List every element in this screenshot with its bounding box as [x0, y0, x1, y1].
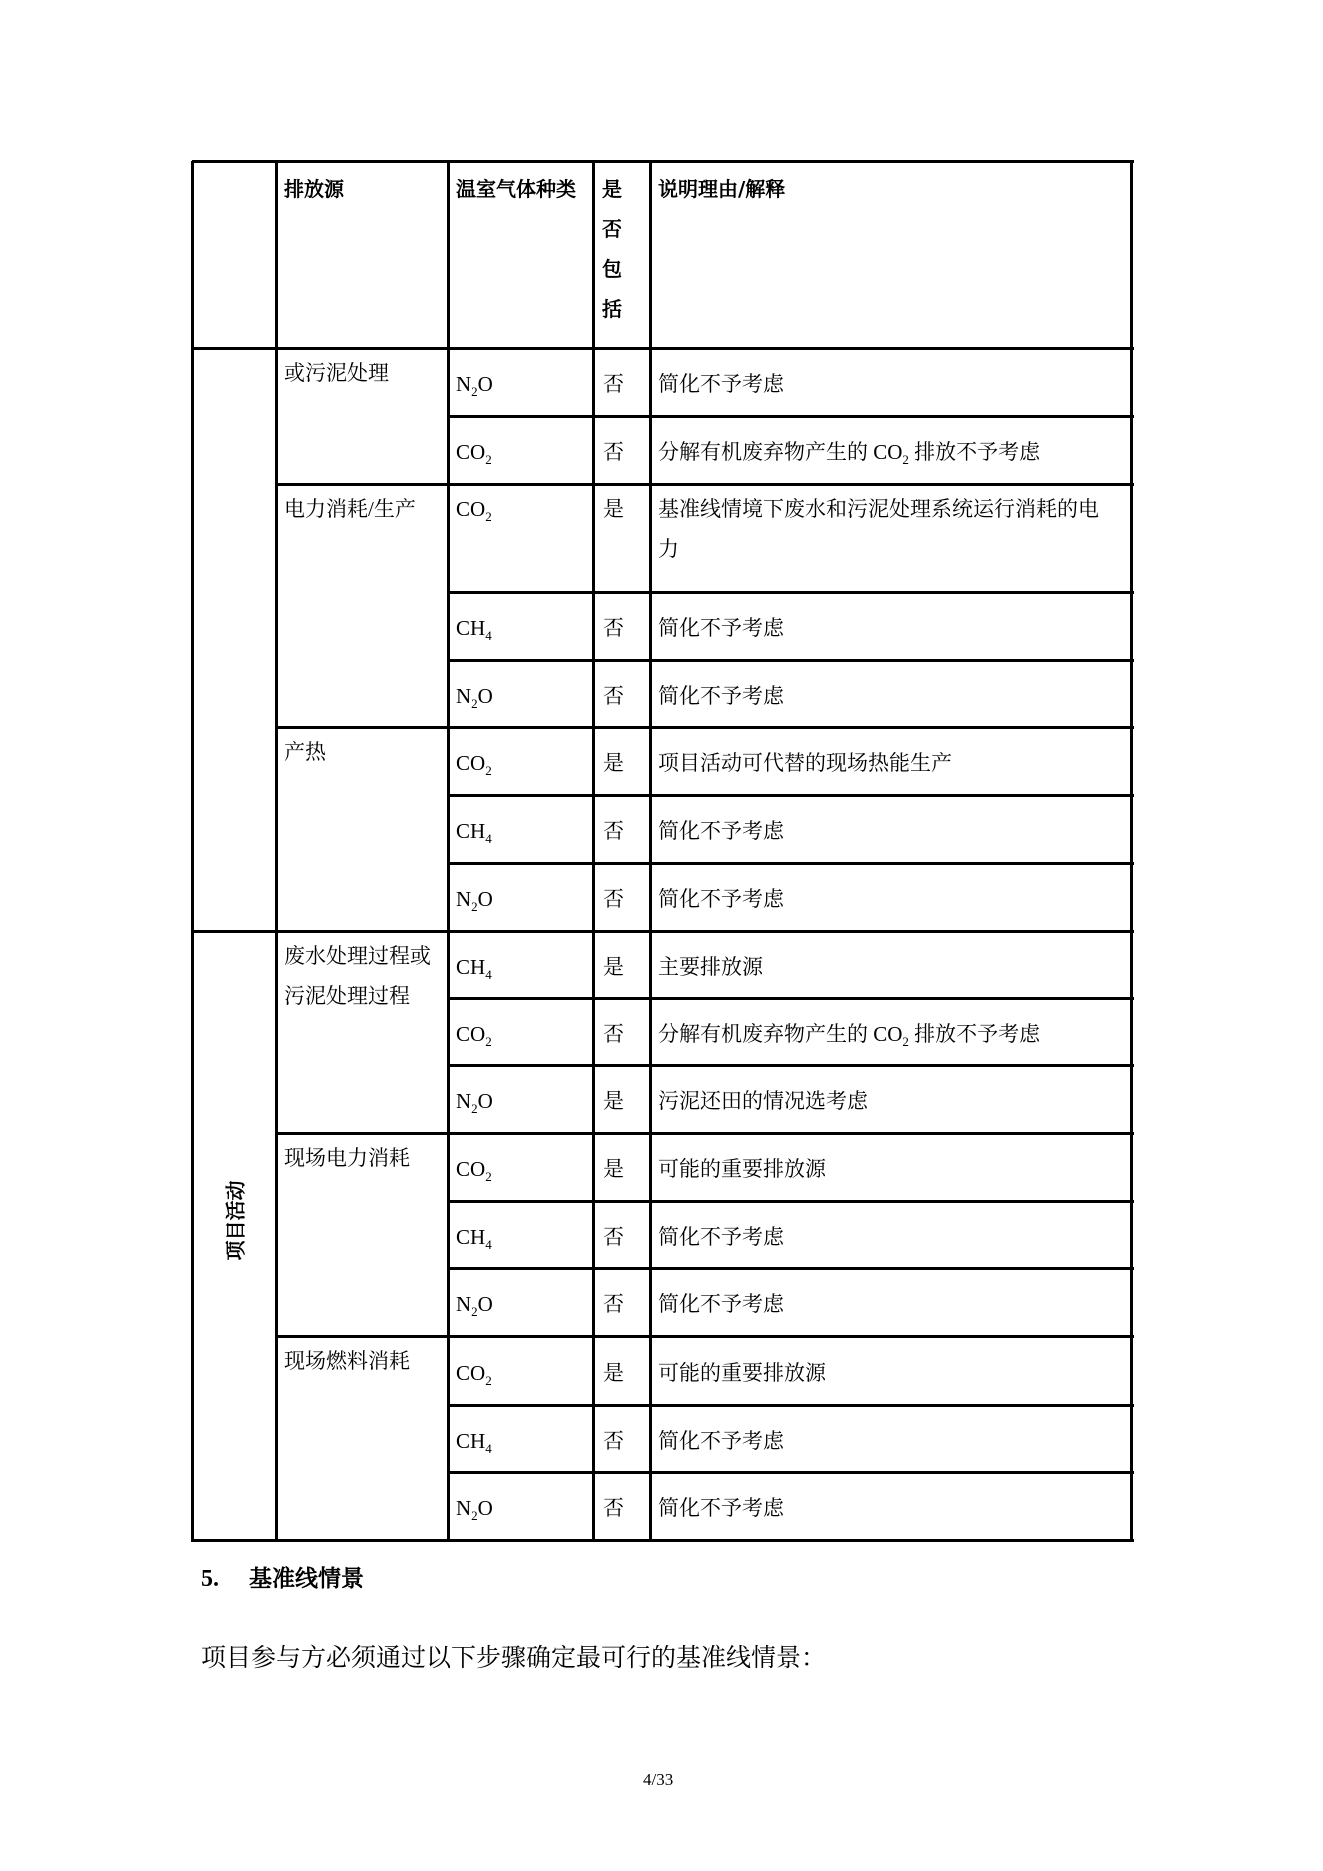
section-label: 项目活动 — [223, 1180, 248, 1261]
included-flag: 否 — [603, 440, 624, 464]
included-flag: 是 — [603, 1360, 624, 1385]
gas-type: $CO_2$ — [456, 1360, 492, 1388]
gas-type: $N_2O$ — [456, 1292, 493, 1319]
included-flag: 否 — [603, 1496, 624, 1520]
included-flag: 否 — [603, 1224, 624, 1249]
emission-source: 现场电力消耗 — [284, 1146, 410, 1170]
table-rule — [448, 794, 1134, 797]
included-flag: 否 — [603, 1292, 624, 1316]
reason-text: 项目活动可代替的现场热能生产 — [658, 751, 952, 775]
table-rule — [276, 483, 1134, 486]
gas-type: $CH_4$ — [456, 1428, 492, 1456]
section-title: 基准线情景 — [249, 1566, 364, 1592]
gas-type: $CO_2$ — [456, 497, 492, 524]
header-included: 是否包括 — [602, 177, 622, 321]
table-rule — [192, 1539, 1134, 1542]
reason-text: 简化不予考虑 — [658, 372, 784, 396]
reason-text: 简化不予考虑 — [658, 819, 784, 843]
table-rule — [192, 930, 1134, 933]
reason-text: 基准线情境下废水和污泥处理系统运行消耗的电力 — [658, 497, 1099, 561]
emission-source: 现场燃料消耗 — [284, 1349, 410, 1373]
reason-text: 主要排放源 — [658, 954, 763, 979]
table-rule — [191, 161, 194, 1542]
reason-text: 简化不予考虑 — [658, 616, 784, 640]
emission-source: 废水处理过程或污泥处理过程 — [284, 944, 431, 1008]
emission-source: 或污泥处理 — [284, 361, 389, 385]
gas-type: $CH_4$ — [456, 616, 492, 643]
included-flag: 否 — [603, 1021, 624, 1046]
table-rule — [448, 1471, 1134, 1474]
gas-type: $N_2O$ — [456, 683, 493, 711]
reason-text: 分解有机废弃物产生的 $CO_2$ 排放不予考虑 — [658, 1021, 1041, 1049]
table-rule — [276, 726, 1134, 729]
table-rule — [448, 1404, 1134, 1407]
included-flag: 否 — [603, 683, 624, 708]
table-rule — [276, 1335, 1134, 1338]
included-flag: 否 — [603, 616, 624, 640]
gas-type: $CO_2$ — [456, 1021, 492, 1049]
gas-type: $CO_2$ — [456, 751, 492, 778]
included-flag: 是 — [603, 1157, 624, 1181]
gas-type: $CH_4$ — [456, 1224, 492, 1252]
gas-type: $CH_4$ — [456, 954, 492, 982]
reason-text: 简化不予考虑 — [658, 1292, 784, 1316]
section-number: 5. — [201, 1566, 219, 1592]
table-rule — [448, 862, 1134, 865]
header-reason: 说明理由/解释 — [658, 177, 786, 201]
header-gas-type: 温室气体种类 — [456, 177, 576, 201]
table-rule — [448, 591, 1134, 594]
table-rule — [192, 160, 1134, 163]
reason-text: 可能的重要排放源 — [658, 1360, 826, 1385]
section-heading — [201, 1560, 364, 1593]
included-flag: 否 — [603, 1428, 624, 1453]
reason-text: 简化不予考虑 — [658, 887, 784, 911]
gas-type: $N_2O$ — [456, 887, 493, 914]
included-flag: 是 — [603, 954, 624, 979]
table-rule — [448, 1267, 1134, 1270]
reason-text: 简化不予考虑 — [658, 683, 784, 708]
table-rule — [448, 415, 1134, 418]
table-rule — [448, 1200, 1134, 1203]
gas-type: $N_2O$ — [456, 1496, 493, 1523]
reason-text: 污泥还田的情况选考虑 — [658, 1089, 868, 1113]
gas-type: $N_2O$ — [456, 1089, 493, 1116]
body-paragraph: 项目参与方必须通过以下步骤确定最可行的基准线情景： — [201, 1645, 827, 1672]
included-flag: 是 — [603, 497, 624, 521]
table-rule — [448, 659, 1134, 662]
included-flag: 否 — [603, 887, 624, 911]
page-number: 4/33 — [643, 1770, 674, 1789]
table-rule — [192, 347, 1134, 350]
table-rule — [448, 1064, 1134, 1067]
header-source: 排放源 — [284, 177, 344, 201]
table-rule — [448, 997, 1134, 1000]
emission-source: 电力消耗/生产 — [284, 497, 416, 521]
reason-text: 简化不予考虑 — [658, 1496, 784, 1520]
gas-type: $CO_2$ — [456, 440, 492, 467]
reason-text: 简化不予考虑 — [658, 1428, 784, 1453]
table-rule — [276, 1132, 1134, 1135]
reason-text: 可能的重要排放源 — [658, 1157, 826, 1181]
gas-type: $N_2O$ — [456, 372, 493, 399]
gas-type: $CH_4$ — [456, 819, 492, 846]
gas-type: $CO_2$ — [456, 1157, 492, 1184]
reason-text: 分解有机废弃物产生的 $CO_2$ 排放不予考虑 — [658, 440, 1041, 467]
included-flag: 否 — [603, 819, 624, 843]
included-flag: 是 — [603, 751, 624, 775]
emission-source: 产热 — [284, 740, 326, 764]
included-flag: 否 — [603, 372, 624, 396]
reason-text: 简化不予考虑 — [658, 1224, 784, 1249]
included-flag: 是 — [603, 1089, 624, 1113]
